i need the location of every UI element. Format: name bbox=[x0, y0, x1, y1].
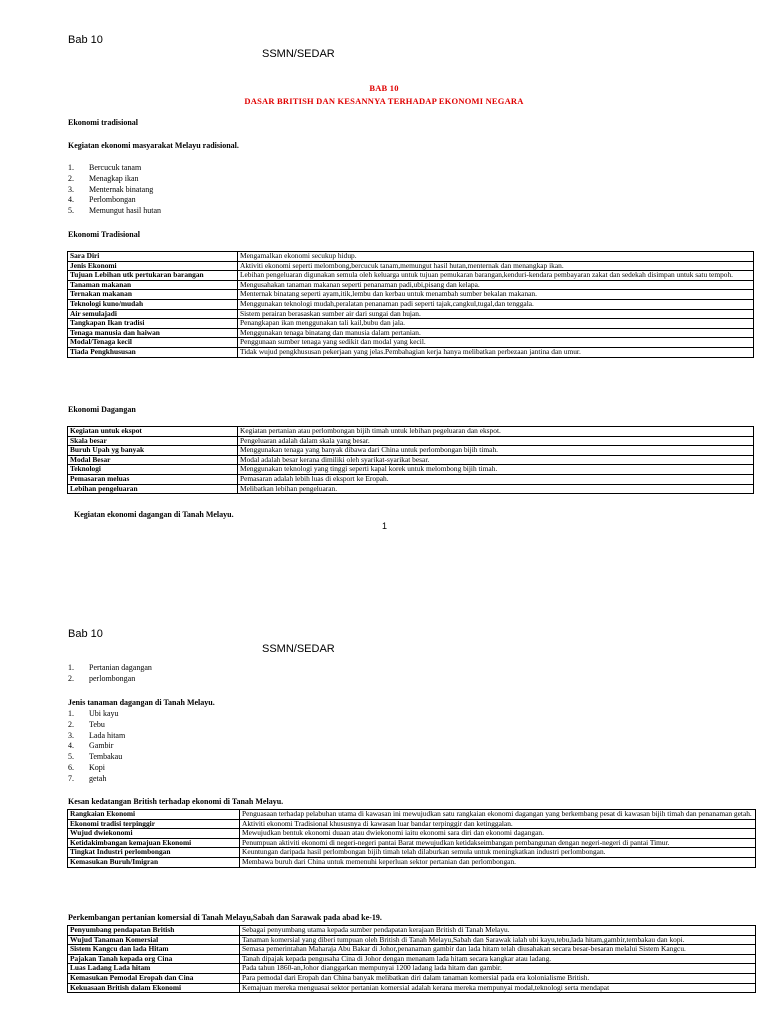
section-heading-kegiatan-dagangan: Kegiatan ekonomi dagangan di Tanah Melayu. bbox=[74, 510, 234, 519]
header-left: Bab 10 bbox=[68, 628, 103, 640]
table-row: Ternakan makanan Menternak binatang seperti ayam,itik,lembu dan kerbau untuk menambah sumber bekalan makanan. bbox=[68, 290, 754, 300]
activity-list bbox=[68, 163, 161, 217]
table-pertanian-komersial bbox=[67, 925, 756, 993]
table-row: Kemasukan Pemodal Eropah dan Cina Para pemodal dari Eropah dan China banyak melibatkan diri dalam tanaman komersial pada era kolonialisme British. bbox=[68, 973, 756, 983]
list-item: 4. Gambir bbox=[68, 741, 114, 751]
table-row: Pajakan Tanah kepada org Cina Tanah dipajak kepada pengusaha Cina di Johor dengan menanam lada hitam secara kangkar atau ladang. bbox=[68, 954, 756, 964]
table-row: Rangkaian Ekonomi Penguasaan terhadap pelabuhan utama di kawasan ini mewujudkan satu rangkaian ekonomi dagangan yang berkembang pesat di kawasan bijih timah dan penanaman getah. bbox=[68, 810, 756, 820]
table-row: Air semulajadi Sistem perairan berasaskan sumber air dari sungai dan hujan. bbox=[68, 309, 754, 319]
table-row: Pemasaran meluas Pemasaran adalah lebih luas di eksport ke Eropah. bbox=[68, 474, 754, 484]
list-item: 2. Menagkap ikan bbox=[68, 173, 139, 183]
chapter-number: BAB 10 bbox=[369, 83, 399, 93]
table-row: Penyumbang pendapatan British Sebagai penyumbang utama kepada sumber pendapatan kerajaan British di Tanah Melayu. bbox=[68, 926, 756, 936]
list-item: 5. Memungut hasil hutan bbox=[68, 206, 161, 216]
section-heading-jenis-tanaman: Jenis tanaman dagangan di Tanah Melayu. bbox=[68, 698, 215, 707]
section-heading-ekonomi-dagangan: Ekonomi Dagangan bbox=[68, 405, 136, 414]
list-item: 2. perlombongan bbox=[68, 673, 136, 683]
list-item: 1. Pertanian dagangan bbox=[68, 663, 152, 672]
list-item: 7. getah bbox=[68, 773, 107, 783]
table-row: Wujud Tanaman Komersial Tanaman komersial yang diberi tumpuan oleh British di Tanah Melayu,Sabah dan Sarawak ialah ubi kayu,tebu,lada hitam,gambir,tembakau dan kopi. bbox=[68, 935, 756, 945]
page-gap bbox=[0, 548, 768, 608]
table-row: Ekonomi tradisi terpinggir Aktiviti ekonomi Tradisional khususnya di kawasan luar bandar terpinggir dan ketinggalan. bbox=[68, 819, 756, 829]
table-row: Wujud dwiekonomi Mewujudkan bentuk ekonomi duaan atau dwiekonomi iaitu ekonomi sara diri dan ekonomi dagangan. bbox=[68, 829, 756, 839]
crop-list bbox=[68, 709, 125, 785]
table-ekonomi-dagangan bbox=[67, 426, 754, 494]
table-row: Kemasukan Buruh/Imigran Membawa buruh dari China untuk memenuhi keperluan sektor pertanian dan perlombongan. bbox=[68, 857, 756, 867]
table-row: Sara Diri Mengamalkan ekonomi secukup hidup. bbox=[68, 252, 754, 262]
list-item: 5. Tembakau bbox=[68, 752, 123, 762]
page-number: 1 bbox=[382, 521, 388, 531]
table-row: Tenaga manusia dan haiwan Menggunakan tenaga binatang dan manusia dalam pertanian. bbox=[68, 328, 754, 338]
list-item: 4. Perlombongan bbox=[68, 195, 136, 205]
list-item: 1. Bercucuk tanam bbox=[68, 163, 142, 172]
table-row: Tingkat Industri perlombongan Keuntungan daripada hasil perlombongan bijih timah telah dilaburkan semula untuk meningkatkan industri perlombongan. bbox=[68, 848, 756, 858]
table-row: Kekuasaan British dalam Ekonomi Kemajuan mereka menguasai sektor pertanian komersial adalah kerana mereka mempunyai modal,teknologi serta mendapat bbox=[68, 983, 756, 993]
section-heading-ekonomi-tradisional: Ekonomi tradisional bbox=[68, 118, 139, 127]
table-row: Modal/Tenaga kecil Penggunaan sumber tenaga yang sedikit dan modal yang kecil. bbox=[68, 338, 754, 348]
table-row: Skala besar Pengeluaran adalah dalam skala yang besar. bbox=[68, 436, 754, 446]
table-row: Tiada Pengkhususan Tidak wujud pengkhususan pekerjaan yang jelas.Pembahagian kerja hanya melibatkan perbezaan jantina dan umur. bbox=[68, 347, 754, 357]
section-heading-kesan-kedatangan: Kesan kedatangan British terhadap ekonomi di Tanah Melayu. bbox=[68, 797, 284, 806]
list-item: 1. Ubi kayu bbox=[68, 709, 119, 718]
table-row: Tangkapan Ikan tradisi Penangkapan ikan menggunakan tali kail,bubu dan jala. bbox=[68, 319, 754, 329]
table-row: Tujuan Lebihan utk pertukaran barangan Lebihan pengeluaran digunakan semula oleh keluarga untuk tujuan pemukaran barangan,kenduri-kendara pembayaran zakat dan sedekah disimpan untuk satu tempoh. bbox=[68, 271, 754, 281]
table-row: Kegiatan untuk ekspot Kegiatan pertanian atau perlombongan bijih timah untuk lebihan pegeluaran dan ekspot. bbox=[68, 427, 754, 437]
table-row: Buruh Upah yg banyak Menggunakan tenaga yang banyak dibawa dari China untuk perlombongan bijih timah. bbox=[68, 446, 754, 456]
table-row: Lebihan pengeluaran Melibatkan lebihan pengeluaran. bbox=[68, 484, 754, 494]
table-row: Luas Ladang Lada hitam Pada tahun 1860-an,Johor dianggarkan mempunyai 1200 ladang lada hitam dan gambir. bbox=[68, 964, 756, 974]
table-row: Ketidakimbangan kemajuan Ekonomi Penumpuan aktiviti ekonomi di negeri-negeri pantai Barat mewujudkan ketidakseimbangan pembangunan dengan negeri-negeri di pantai Timur. bbox=[68, 838, 756, 848]
header-center: SSMN/SEDAR bbox=[262, 48, 335, 60]
list-item: 6. Kopi bbox=[68, 762, 105, 772]
economy-type-list bbox=[68, 663, 152, 685]
chapter-title: DASAR BRITISH DAN KESANNYA TERHADAP EKONOMI NEGARA bbox=[244, 96, 524, 106]
table-row: Jenis Ekonomi Aktiviti ekonomi seperti melombong,bercucuk tanam,memungut hasil hutan,menternak dan menangkap ikan. bbox=[68, 261, 754, 271]
table-row: Teknologi kuno/mudah Menggunakan teknologi mudah,peralatan penanaman padi seperti tajak,cangkul,tugal,dan tenggala. bbox=[68, 299, 754, 309]
table-ekonomi-tradisional bbox=[67, 251, 754, 358]
header-center: SSMN/SEDAR bbox=[262, 643, 335, 655]
table-row: Sistem Kangcu dan lada Hitam Semasa pemerintahan Maharaja Abu Bakar di Johor,penanaman gambir dan lada hitam telah diusahakan secara besar-besaran melalui Sistem Kangcu. bbox=[68, 945, 756, 955]
table-row: Teknologi Menggunakan teknologi yang tinggi seperti kapal korek untuk melombong bijih timah. bbox=[68, 465, 754, 475]
list-item: 3. Lada hitam bbox=[68, 730, 126, 740]
section-heading-ekonomi-tradisional-table: Ekonomi Tradisional bbox=[68, 230, 140, 239]
section-subheading-kegiatan: Kegiatan ekonomi masyarakat Melayu radisional. bbox=[68, 141, 239, 150]
header-left: Bab 10 bbox=[68, 34, 103, 46]
table-kesan-british bbox=[67, 809, 756, 868]
table-row: Tanaman makanan Mengusahakan tanaman makanan seperti penanaman padi,ubi,pisang dan kelapa. bbox=[68, 280, 754, 290]
table-row: Modal Besar Modal adalah besar kerana dimiliki oleh syarikat-syarikat besar. bbox=[68, 455, 754, 465]
list-item: 2. Tebu bbox=[68, 719, 105, 729]
list-item: 3. Menternak binatang bbox=[68, 184, 154, 194]
document-page-2 bbox=[0, 608, 768, 1024]
section-heading-pertanian-komersial: Perkembangan pertanian komersial di Tanah Melayu,Sabah dan Sarawak pada abad ke-19. bbox=[68, 913, 382, 922]
